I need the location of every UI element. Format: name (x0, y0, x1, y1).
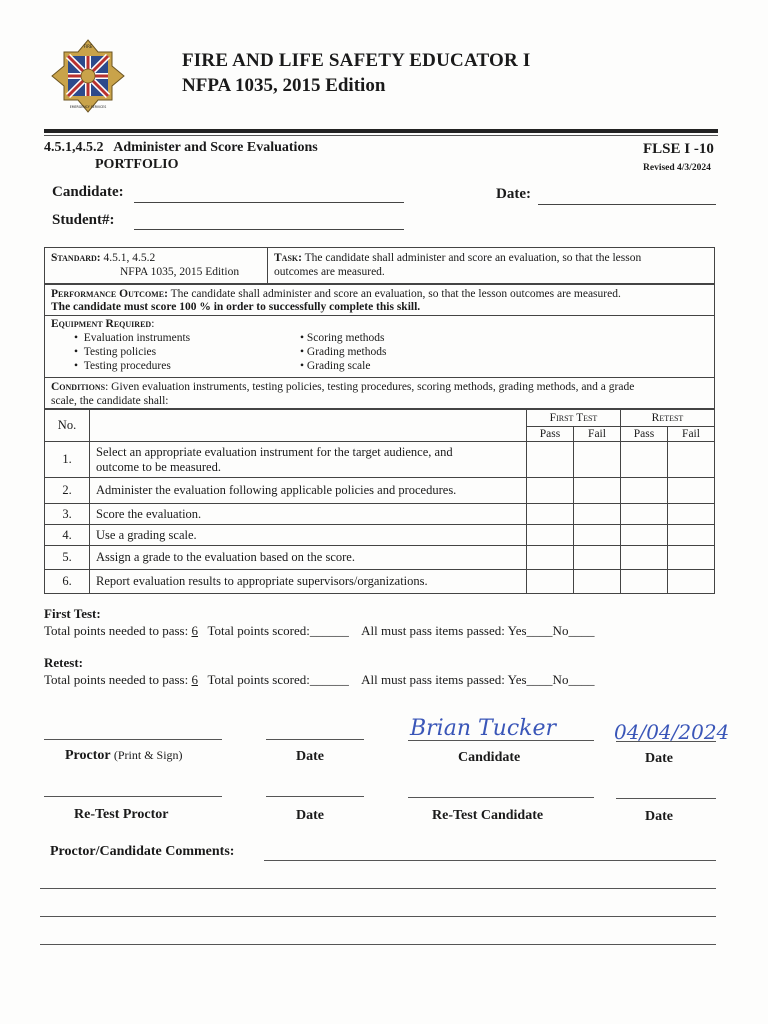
first-pass-cell[interactable] (527, 442, 574, 478)
first-fail-cell[interactable] (574, 504, 621, 525)
equipment-item: • Evaluation instruments (74, 332, 191, 344)
standard-block (51, 251, 155, 265)
student-number-label: Student#: (52, 212, 115, 228)
date-label: Date: (496, 186, 531, 202)
standard-edition: NFPA 1035, 2015 Edition (120, 266, 240, 278)
task-block (274, 251, 641, 265)
step-number: 5. (45, 546, 90, 570)
first-test-scoring (44, 623, 594, 639)
step-number: 1. (45, 442, 90, 478)
retest-header: Retest (621, 410, 715, 427)
retest-candidate-signature-line[interactable] (408, 797, 594, 798)
all-must-pass: All must pass items passed: Yes____No____ (361, 623, 595, 638)
comments-line[interactable] (40, 888, 716, 889)
first-pass-cell[interactable] (527, 546, 574, 570)
proctor-note: (Print & Sign) (113, 748, 183, 762)
standard-value: 4.5.1, 4.5.2 (103, 252, 156, 264)
step-description: Score the evaluation. (90, 504, 527, 525)
retest-fail-cell[interactable] (668, 478, 715, 504)
header-rule-thin (44, 135, 718, 136)
logo-text-bottom: EMERGENCY SERVICES (69, 105, 107, 109)
retest-fail-cell[interactable] (668, 570, 715, 594)
comments-line[interactable] (40, 916, 716, 917)
task-label: Task: (274, 252, 302, 264)
first-fail-cell[interactable] (574, 442, 621, 478)
first-test-header: First Test (527, 410, 621, 427)
first-pass-cell[interactable] (527, 478, 574, 504)
table-row (45, 525, 715, 546)
equipment-item: • Testing policies (74, 346, 157, 358)
candidate-field[interactable] (134, 202, 404, 203)
requirements-divider-2 (44, 377, 715, 378)
skill-steps-table (44, 409, 715, 594)
retest-pass-cell[interactable] (621, 478, 668, 504)
task-text: The candidate shall administer and score an evaluation, so that the lesson (304, 252, 642, 264)
comments-line[interactable] (40, 944, 716, 945)
equipment-heading (51, 317, 154, 331)
equipment-list-right (300, 331, 386, 373)
first-fail-header: Fail (574, 427, 621, 442)
first-pass-header: Pass (527, 427, 574, 442)
retest-fail-cell[interactable] (668, 546, 715, 570)
retest-scoring (44, 672, 594, 688)
points-scored: Total points scored:______ (207, 623, 349, 638)
description-header (90, 410, 527, 442)
first-fail-cell[interactable] (574, 478, 621, 504)
retest-pass-cell[interactable] (621, 570, 668, 594)
header-rule (44, 129, 718, 133)
table-row (45, 442, 715, 478)
section-code: 4.5.1,4.5.2 Administer and Score Evaluations (44, 140, 318, 155)
equipment-item: • Grading methods (300, 346, 387, 358)
first-fail-cell[interactable] (574, 570, 621, 594)
proctor-date-line[interactable] (266, 739, 364, 740)
retest-proctor-label: Re-Test Proctor (74, 807, 169, 822)
retest-proctor-date-line[interactable] (266, 796, 364, 797)
performance-outcome (51, 287, 711, 301)
retest-pass-cell[interactable] (621, 546, 668, 570)
logo-text-top: FIRE (83, 44, 93, 49)
equipment-label: Equipment Required (51, 318, 152, 330)
step-description: Report evaluation results to appropriate supervisors/organizations. (90, 570, 527, 594)
organization-logo (50, 38, 126, 114)
proctor-text: Proctor (65, 748, 111, 763)
standard-label: Standard: (51, 252, 101, 264)
step-description: Administer the evaluation following applicable policies and procedures. (90, 478, 527, 504)
requirements-divider-1 (44, 315, 715, 316)
form-code: FLSE I -10 (643, 141, 714, 157)
proctor-signature-line[interactable] (44, 739, 222, 740)
candidate-signature: Brian Tucker (410, 716, 557, 741)
points-needed-value: 6 (191, 672, 198, 687)
retest-fail-header: Fail (668, 427, 715, 442)
performance-text: The candidate shall administer and score an evaluation, so that the lesson outcomes are measured. (170, 288, 621, 300)
task-text-cont: outcomes are measured. (274, 266, 385, 278)
form-subtitle: NFPA 1035, 2015 Edition (182, 75, 386, 96)
performance-label: Performance Outcome: (51, 288, 168, 300)
student-number-field[interactable] (134, 229, 404, 230)
performance-requirement: The candidate must score 100 % in order to successfully complete this skill. (51, 301, 421, 313)
form-title: FIRE AND LIFE SAFETY EDUCATOR I (182, 50, 531, 71)
proctor-date-label: Date (296, 749, 324, 764)
conditions-text-cont: scale, the candidate shall: (51, 395, 169, 407)
table-row (45, 504, 715, 525)
table-row (45, 546, 715, 570)
retest-proctor-date-label: Date (296, 808, 324, 823)
step-number: 6. (45, 570, 90, 594)
comments-label: Proctor/Candidate Comments: (50, 844, 235, 859)
retest-pass-cell[interactable] (621, 442, 668, 478)
first-pass-cell[interactable] (527, 525, 574, 546)
equipment-colon: : (151, 318, 155, 330)
candidate-label-sign: Candidate (458, 750, 521, 765)
candidate-signature-date: 04/04/2024 (614, 720, 730, 744)
step-description: Select an appropriate evaluation instrument for the target audience, and outcome to be measured. (90, 442, 527, 478)
retest-fail-cell[interactable] (668, 525, 715, 546)
conditions-label: Conditions (51, 381, 106, 393)
first-pass-cell[interactable] (527, 504, 574, 525)
points-needed-label: Total points needed to pass: (44, 672, 189, 687)
comments-line[interactable] (264, 860, 716, 861)
first-fail-cell[interactable] (574, 525, 621, 546)
equipment-item: • Testing procedures (74, 360, 171, 372)
step-number: 4. (45, 525, 90, 546)
retest-pass-cell[interactable] (621, 525, 668, 546)
candidate-label: Candidate: (52, 184, 124, 200)
retest-fail-cell[interactable] (668, 504, 715, 525)
first-pass-cell[interactable] (527, 570, 574, 594)
date-field[interactable] (538, 204, 716, 205)
table-row (45, 478, 715, 504)
retest-pass-cell[interactable] (621, 504, 668, 525)
standard-task-divider (267, 247, 268, 284)
equipment-list-left (74, 331, 190, 373)
proctor-label (65, 748, 183, 764)
retest-heading: Retest: (44, 655, 83, 670)
points-needed-label: Total points needed to pass: (44, 623, 189, 638)
equipment-item: • Grading scale (300, 360, 371, 372)
all-must-pass: All must pass items passed: Yes____No____ (361, 672, 595, 687)
conditions (51, 380, 713, 394)
first-test-heading: First Test: (44, 606, 101, 621)
step-number: 2. (45, 478, 90, 504)
retest-candidate-label: Re-Test Candidate (432, 808, 544, 823)
equipment-item: • Scoring methods (300, 332, 385, 344)
points-scored: Total points scored:______ (207, 672, 349, 687)
retest-pass-header: Pass (621, 427, 668, 442)
section-subtitle: PORTFOLIO (95, 157, 179, 172)
no-header: No. (45, 410, 90, 442)
candidate-date-label: Date (645, 751, 673, 766)
step-description: Use a grading scale. (90, 525, 527, 546)
points-needed-value: 6 (191, 623, 198, 638)
step-number: 3. (45, 504, 90, 525)
retest-candidate-date-label: Date (645, 809, 673, 824)
step-description: Assign a grade to the evaluation based on the score. (90, 546, 527, 570)
revised-date: Revised 4/3/2024 (643, 163, 711, 173)
conditions-text: : Given evaluation instruments, testing policies, testing procedures, scoring methods, grading methods, and a grade (105, 381, 635, 393)
retest-fail-cell[interactable] (668, 442, 715, 478)
first-fail-cell[interactable] (574, 546, 621, 570)
retest-candidate-date-line[interactable] (616, 798, 716, 799)
table-row (45, 570, 715, 594)
retest-proctor-signature-line[interactable] (44, 796, 222, 797)
